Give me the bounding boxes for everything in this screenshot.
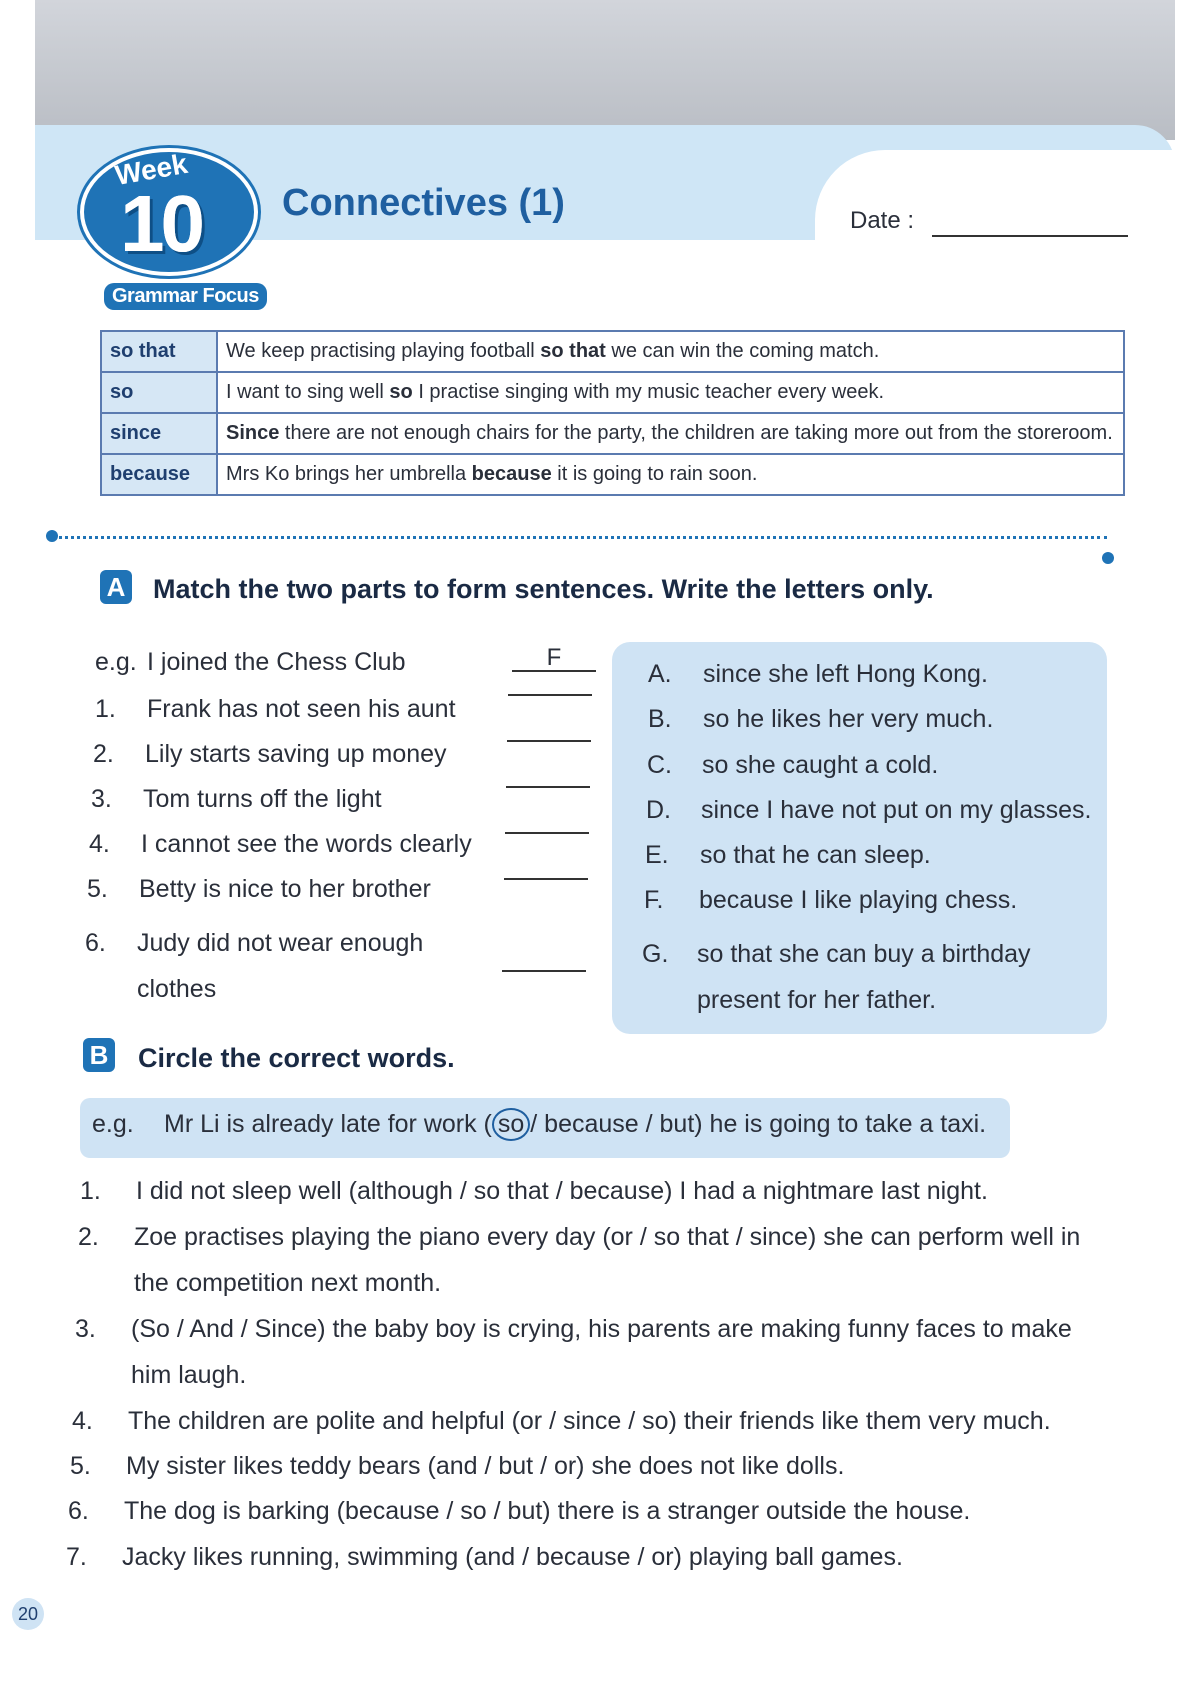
example-question <box>95 648 405 677</box>
example-sentence: Mrs Ko brings her umbrella because it is going to rain soon. <box>217 454 1124 495</box>
question-text: Frank has not seen his aunt <box>147 695 456 723</box>
option-text: so that she can buy a birthday <box>697 940 1031 968</box>
question-text: I joined the Chess Club <box>147 648 406 676</box>
example-sentence: We keep practising playing football so that we can win the coming match. <box>217 331 1124 372</box>
dotted-divider <box>52 536 1107 539</box>
list-item <box>80 1168 1090 1214</box>
item-number: 2. <box>78 1223 99 1251</box>
option-item <box>644 886 1017 915</box>
list-item <box>89 830 472 859</box>
option-item <box>647 751 938 780</box>
item-number: 1. <box>80 1177 101 1205</box>
option-item <box>645 841 931 870</box>
list-item <box>93 740 447 769</box>
question-text: clothes <box>137 975 217 1003</box>
option-letter: B. <box>648 705 672 733</box>
list-item <box>75 1306 1085 1398</box>
example-after: / because / but) he is going to take a taxi. <box>530 1110 987 1138</box>
option-text: present for her father. <box>697 986 937 1014</box>
answer-blank[interactable] <box>505 832 589 834</box>
option-text: since she left Hong Kong. <box>703 660 988 688</box>
item-text: him laugh. <box>131 1361 247 1389</box>
question-number: e.g. <box>95 648 137 676</box>
item-text[interactable]: The dog is barking (because / so / but) there is a stranger outside the house. <box>124 1497 971 1525</box>
example-answer: F <box>512 646 596 672</box>
option-item <box>648 705 993 734</box>
list-item <box>78 1214 1088 1306</box>
option-item <box>646 796 1092 825</box>
example-sentence: Since there are not enough chairs for the party, the children are taking more out from the storeroom. <box>217 413 1124 454</box>
section-b-title: Circle the correct words. <box>138 1043 455 1073</box>
question-text: Betty is nice to her brother <box>139 875 431 903</box>
answer-blank[interactable] <box>508 694 592 696</box>
option-letter: E. <box>645 841 669 869</box>
connective-key: so that <box>101 331 217 372</box>
list-item <box>72 1398 1082 1444</box>
list-item <box>91 785 382 814</box>
option-item <box>648 660 988 689</box>
list-item <box>70 1443 1080 1489</box>
option-item <box>642 931 1031 1023</box>
item-number: 6. <box>68 1497 89 1525</box>
item-text: the competition next month. <box>134 1269 442 1297</box>
option-letter: G. <box>642 940 669 968</box>
option-text: so she caught a cold. <box>702 751 939 779</box>
option-text: since I have not put on my glasses. <box>701 796 1092 824</box>
example-before: Mr Li is already late for work ( <box>164 1110 492 1138</box>
answer-blank[interactable] <box>502 970 586 972</box>
question-text: Tom turns off the light <box>143 785 382 813</box>
answer-blank[interactable] <box>506 786 590 788</box>
grammar-focus-table <box>100 330 1125 496</box>
section-a-title: Match the two parts to form sentences. Write the letters only. <box>153 574 934 604</box>
item-text[interactable]: Zoe practises playing the piano every day (or / so that / since) she can perform well in <box>134 1223 1081 1251</box>
option-letter: A. <box>648 660 672 688</box>
section-a-badge: A <box>100 570 132 604</box>
table-row <box>101 413 1124 454</box>
item-text[interactable]: The children are polite and helpful (or / since / so) their friends like them very much. <box>128 1407 1051 1435</box>
option-letter: F. <box>644 886 664 914</box>
question-number: 2. <box>93 740 114 768</box>
divider-dot <box>1102 552 1114 564</box>
option-text: so he likes her very much. <box>703 705 994 733</box>
question-text: Judy did not wear enough <box>137 929 424 957</box>
list-item <box>85 920 423 1012</box>
option-letter: C. <box>647 751 672 779</box>
option-text: so that he can sleep. <box>700 841 931 869</box>
option-letter: D. <box>646 796 671 824</box>
connective-key: because <box>101 454 217 495</box>
grammar-focus-label: Grammar Focus <box>104 283 267 310</box>
date-field[interactable] <box>932 235 1128 237</box>
item-text[interactable]: My sister likes teddy bears (and / but / or) she does not like dolls. <box>126 1452 845 1480</box>
question-number: 5. <box>87 875 108 903</box>
week-number: 10 <box>120 179 201 268</box>
scanner-margin <box>35 0 1175 140</box>
item-number: 7. <box>66 1543 87 1571</box>
table-row <box>101 331 1124 372</box>
question-number: 1. <box>95 695 116 723</box>
date-label: Date : <box>850 207 915 234</box>
item-text[interactable]: (So / And / Since) the baby boy is crying, his parents are making funny faces to make <box>131 1315 1072 1343</box>
example-label: e.g. <box>92 1110 134 1138</box>
page-title: Connectives (1) <box>282 182 565 224</box>
list-item <box>95 695 456 724</box>
item-number: 4. <box>72 1407 93 1435</box>
list-item <box>87 875 431 904</box>
example-sentence: I want to sing well so I practise singing with my music teacher every week. <box>217 372 1124 413</box>
item-number: 3. <box>75 1315 96 1343</box>
connective-key: so <box>101 372 217 413</box>
item-text[interactable]: Jacky likes running, swimming (and / because / or) playing ball games. <box>122 1543 903 1571</box>
answer-blank[interactable] <box>504 878 588 880</box>
connective-key: since <box>101 413 217 454</box>
circled-answer: so <box>492 1108 530 1141</box>
example-sentence <box>92 1108 986 1141</box>
item-number: 5. <box>70 1452 91 1480</box>
section-b-badge: B <box>83 1038 115 1072</box>
page-number: 20 <box>12 1598 44 1630</box>
option-text: because I like playing chess. <box>699 886 1018 914</box>
list-item <box>68 1488 1078 1534</box>
table-row <box>101 372 1124 413</box>
table-row <box>101 454 1124 495</box>
item-text[interactable]: I did not sleep well (although / so that / because) I had a nightmare last night. <box>136 1177 988 1205</box>
answer-blank[interactable] <box>507 740 591 742</box>
divider-dot <box>46 530 58 542</box>
question-number: 4. <box>89 830 110 858</box>
question-number: 3. <box>91 785 112 813</box>
list-item <box>66 1534 1076 1580</box>
question-text: Lily starts saving up money <box>145 740 447 768</box>
week-label: Week <box>112 147 190 192</box>
question-number: 6. <box>85 929 106 957</box>
question-text: I cannot see the words clearly <box>141 830 472 858</box>
